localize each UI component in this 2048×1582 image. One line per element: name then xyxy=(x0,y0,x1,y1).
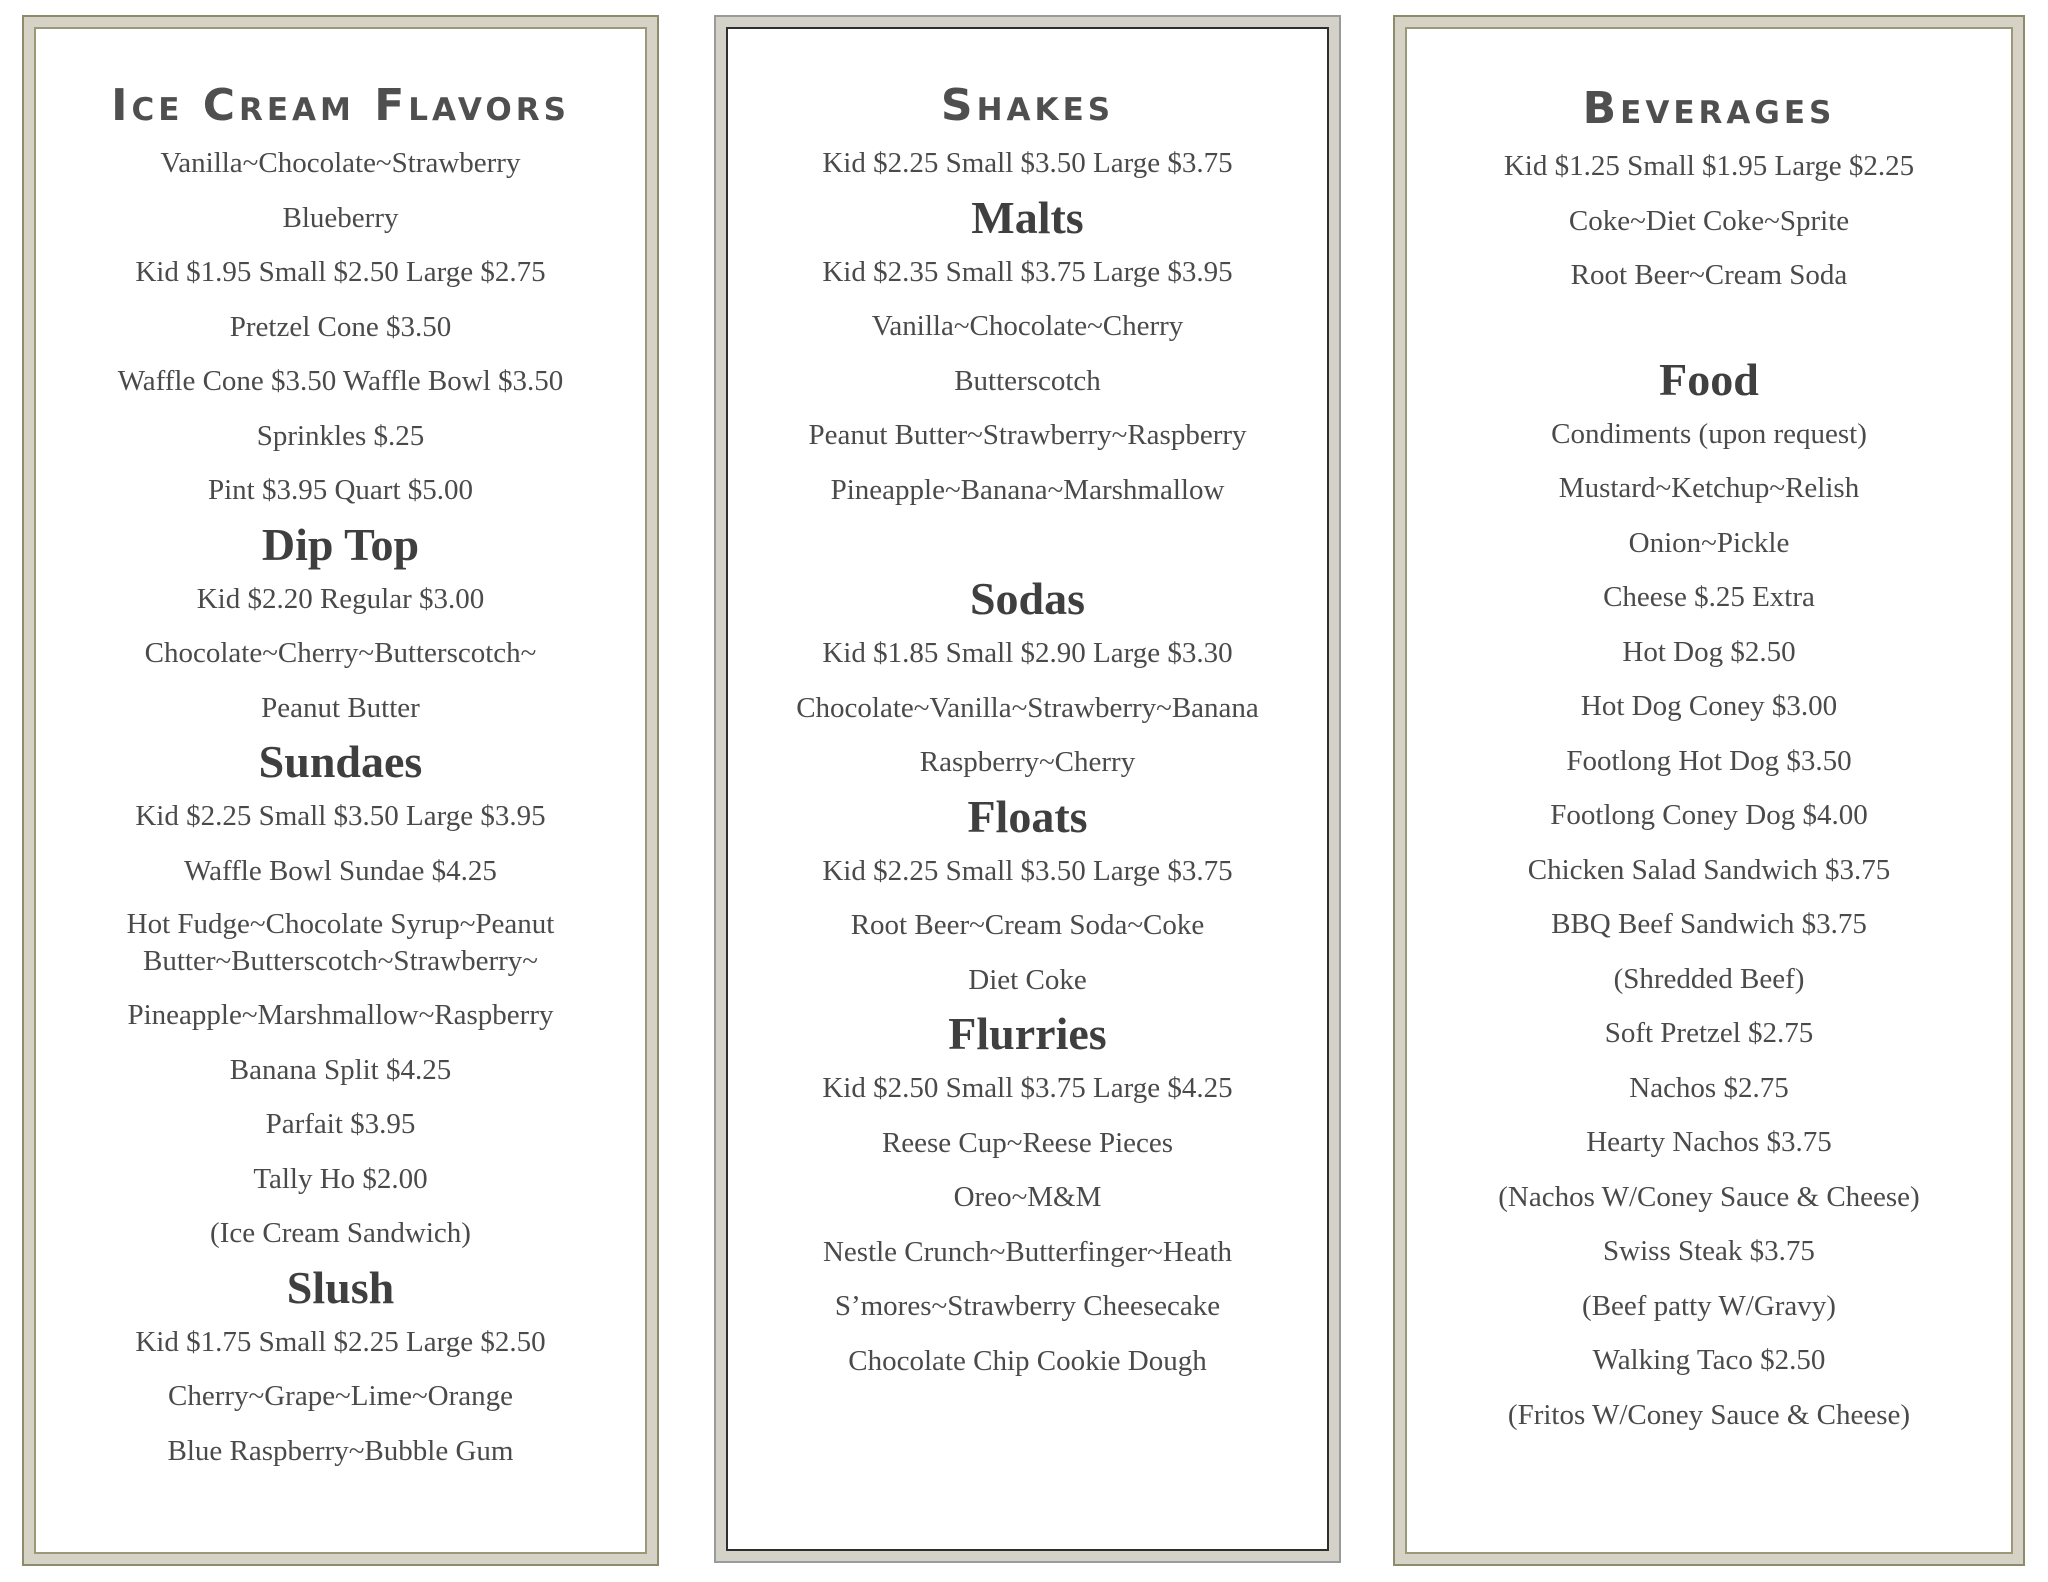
menu-line: Butterscotch xyxy=(954,364,1101,397)
menu-line: Blue Raspberry~Bubble Gum xyxy=(167,1434,514,1467)
menu-line: Hearty Nachos $3.75 xyxy=(1586,1126,1832,1158)
menu-line: Kid $2.35 Small $3.75 Large $3.95 xyxy=(822,255,1233,288)
middle-menu-card xyxy=(726,27,1329,1551)
menu-line: Waffle Cone $3.50 Waffle Bowl $3.50 xyxy=(117,365,564,397)
menu-line: Kid $2.25 Small $3.50 Large $3.75 xyxy=(822,147,1233,179)
left-menu-card xyxy=(34,27,647,1554)
menu-line: Kid $2.50 Small $3.75 Large $4.25 xyxy=(822,1072,1233,1104)
menu-line: Soft Pretzel $2.75 xyxy=(1604,1017,1814,1049)
left-menu-panel xyxy=(22,15,659,1566)
right-menu-card xyxy=(1405,27,2013,1554)
menu-line: Pineapple~Banana~Marshmallow xyxy=(830,473,1225,506)
menu-line: Vanilla~Chocolate~Cherry xyxy=(871,310,1184,342)
menu-line: Cheese $.25 Extra xyxy=(1603,581,1815,613)
menu-line: Tally Ho $2.00 xyxy=(253,1162,428,1195)
menu-line: Condiments (upon request) xyxy=(1551,417,1867,450)
right-menu-panel xyxy=(1393,15,2025,1566)
menu-line: Root Beer~Cream Soda xyxy=(1570,259,1848,291)
menu-line: Vanilla~Chocolate~Strawberry xyxy=(160,147,521,179)
menu-line: Kid $1.25 Small $1.95 Large $2.25 xyxy=(1503,150,1915,182)
menu-line: Pineapple~Marshmallow~Raspberry xyxy=(127,999,554,1031)
section-title-ice-cream-flavors: Ice Cream Flavors xyxy=(111,80,570,131)
section-title-flurries: Flurries xyxy=(948,1008,1107,1059)
section-title-floats: Floats xyxy=(967,790,1088,842)
menu-line: Kid $2.20 Regular $3.00 xyxy=(196,582,485,615)
section-title-shakes: Shakes xyxy=(940,80,1115,131)
menu-line: Kid $1.95 Small $2.50 Large $2.75 xyxy=(135,256,546,288)
menu-line: Kid $1.75 Small $2.25 Large $2.50 xyxy=(135,1325,546,1358)
menu-line: Nestle Crunch~Butterfinger~Heath xyxy=(822,1235,1233,1268)
section-title-sundaes: Sundaes xyxy=(258,736,423,787)
menu-line: Swiss Steak $3.75 xyxy=(1603,1235,1815,1267)
menu-line: Kid $2.25 Small $3.50 Large $3.95 xyxy=(135,800,546,832)
menu-line: Pint $3.95 Quart $5.00 xyxy=(207,474,474,506)
menu-line: Parfait $3.95 xyxy=(265,1108,416,1140)
menu-line: Sprinkles $.25 xyxy=(256,419,425,452)
menu-line: Peanut Butter~Strawberry~Raspberry xyxy=(808,419,1247,451)
section-title-sodas: Sodas xyxy=(969,573,1086,624)
menu-line: Peanut Butter xyxy=(261,691,420,724)
menu-line: Pretzel Cone $3.50 xyxy=(229,310,452,343)
middle-menu-panel xyxy=(714,15,1341,1563)
menu-line: Root Beer~Cream Soda~Coke xyxy=(850,909,1205,941)
section-title-beverages: Beverages xyxy=(1582,83,1836,134)
menu-line: Onion~Pickle xyxy=(1628,526,1790,559)
menu-line: Kid $1.85 Small $2.90 Large $3.30 xyxy=(822,637,1233,669)
menu-line: Hot Dog Coney $3.00 xyxy=(1580,690,1838,722)
menu-line: Waffle Bowl Sundae $4.25 xyxy=(184,854,497,887)
menu-line: (Nachos W/Coney Sauce & Cheese) xyxy=(1498,1180,1920,1213)
menu-line: Cherry~Grape~Lime~Orange xyxy=(168,1380,513,1412)
menu-line: Mustard~Ketchup~Relish xyxy=(1558,472,1860,504)
menu-line: Chicken Salad Sandwich $3.75 xyxy=(1527,853,1891,886)
section-title-malts: Malts xyxy=(971,191,1084,243)
menu-line: Diet Coke xyxy=(968,963,1087,996)
menu-line: Chocolate~Cherry~Butterscotch~ xyxy=(144,637,537,669)
menu-line: Hot Fudge~Chocolate Syrup~Peanut Butter~Butterscotch~Strawberry~ xyxy=(126,908,555,977)
section-title-food: Food xyxy=(1659,353,1759,405)
menu-line: Walking Taco $2.50 xyxy=(1592,1344,1826,1376)
menu-line: Footlong Coney Dog $4.00 xyxy=(1550,799,1868,831)
menu-line: Footlong Hot Dog $3.50 xyxy=(1566,744,1852,777)
menu-line: Reese Cup~Reese Pieces xyxy=(881,1126,1174,1159)
section-title-slush: Slush xyxy=(286,1261,395,1313)
menu-line: Coke~Diet Coke~Sprite xyxy=(1568,204,1850,237)
menu-line: Kid $2.25 Small $3.50 Large $3.75 xyxy=(822,854,1233,887)
menu-line: S’mores~Strawberry Cheesecake xyxy=(834,1290,1221,1322)
menu-line: Banana Split $4.25 xyxy=(229,1053,452,1086)
menu-line: BBQ Beef Sandwich $3.75 xyxy=(1551,908,1867,940)
menu-line: Raspberry~Cherry xyxy=(919,746,1136,778)
menu-line: Blueberry xyxy=(282,201,399,234)
menu-line: Chocolate Chip Cookie Dough xyxy=(848,1344,1207,1377)
menu-line: Oreo~M&M xyxy=(953,1181,1102,1213)
menu-line: Chocolate~Vanilla~Strawberry~Banana xyxy=(796,691,1259,724)
menu-line: (Beef patty W/Gravy) xyxy=(1582,1289,1836,1322)
menu-line: Hot Dog $2.50 xyxy=(1622,635,1796,668)
menu-line: (Fritos W/Coney Sauce & Cheese) xyxy=(1507,1398,1911,1431)
menu-line: (Ice Cream Sandwich) xyxy=(210,1217,471,1249)
section-title-dip-top: Dip Top xyxy=(261,518,420,570)
menu-line: Nachos $2.75 xyxy=(1629,1071,1789,1104)
menu-line: (Shredded Beef) xyxy=(1613,962,1805,995)
